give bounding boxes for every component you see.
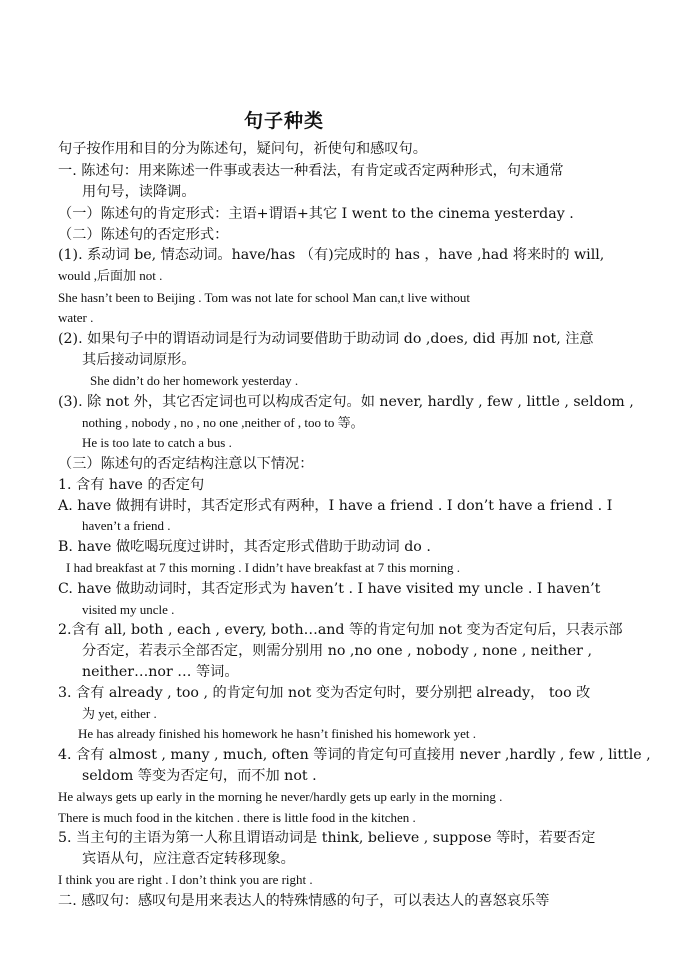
text-line: （一）陈述句的肯定形式：主语+谓语+其它 I went to the cinema yesterday . [58,206,574,222]
text-line: 为 yet, either . [82,706,157,721]
text-line: 3. 含有 already , too , 的肯定句加 not 变为否定句时，要分别把 already， too 改 [58,685,591,701]
text-line: 其后接动词原形。 [82,352,196,368]
text-line: 二. 感叹句：感叹句是用来表达人的特殊情感的句子，可以表达人的喜怒哀乐等 [58,893,550,909]
text-line: 用句号，读降调。 [82,184,196,200]
text-line: B. have 做吃喝玩度过讲时，其否定形式借助于助动词 do . [58,539,431,555]
text-line: （三）陈述句的否定结构注意以下情况： [58,456,314,472]
text-line: would ,后面加 not . [58,268,163,283]
text-line: She hasn’t been to Beijing . Tom was not late for school Man can,t live without [58,290,471,305]
text-line: I think you are right . I don’t think you are right . [58,872,313,887]
text-line: There is much food in the kitchen . there is little food in the kitchen . [58,810,416,825]
text-line: 宾语从句，应注意否定转移现象。 [82,851,295,867]
text-line: (2). 如果句子中的谓语动词是行为动词要借助于助动词 do ,does, did 再加 not, 注意 [58,331,594,347]
text-line: seldom 等变为否定句，而不加 not . [82,768,317,784]
text-line: 一. 陈述句：用来陈述一件事或表达一种看法，有肯定或否定两种形式，句末通常 [58,163,564,179]
text-line: He always gets up early in the morning he never/hardly gets up early in the morning . [58,789,503,804]
text-line: (1). 系动词 be, 情态动词。have/has （有)完成时的 has ，have ,had 将来时的 will, [58,247,605,263]
text-line: I had breakfast at 7 this morning . I didn’t have breakfast at 7 this morning . [66,560,460,575]
text-line: （二）陈述句的否定形式： [58,227,229,243]
text-line: 4. 含有 almost , many , much, often 等词的肯定句可直接用 never ,hardly , few , little , [58,747,651,763]
text-line: He has already finished his homework he hasn’t finished his homework yet . [78,726,476,741]
text-line: (3). 除 not 外，其它否定词也可以构成否定句。如 never, hardly , few , little , seldom , [58,394,634,410]
text-line: 5. 当主句的主语为第一人称且谓语动词是 think, believe , suppose 等时，若要否定 [58,830,596,846]
text-line: He is too late to catch a bus . [82,435,232,450]
page-title: 句子种类 [243,110,324,132]
text-line: nothing , nobody , no , no one ,neither of , too to 等。 [82,415,364,430]
text-line: A. have 做拥有讲时，其否定形式有两种，I have a friend . I don’t have a friend . I [58,498,613,514]
text-line: 分否定，若表示全部否定，则需分别用 no ,no one , nobody , none , neither , [82,643,592,659]
text-line: 句子按作用和目的分为陈述句，疑问句，祈使句和感叹句。 [58,141,427,157]
text-line: C. have 做助动词时，其否定形式为 haven’t . I have visited my uncle . I haven’t [58,581,601,597]
text-line: neither…nor … 等词。 [82,664,239,680]
text-line: water . [58,310,94,325]
text-line: 2.含有 all, both , each , every, both…and 等的肯定句加 not 变为否定句后，只表示部 [58,622,623,638]
text-line: 1. 含有 have 的否定句 [58,477,205,493]
text-line: She didn’t do her homework yesterday . [90,373,299,388]
text-line: visited my uncle . [82,602,175,617]
text-line: haven’t a friend . [82,518,171,533]
